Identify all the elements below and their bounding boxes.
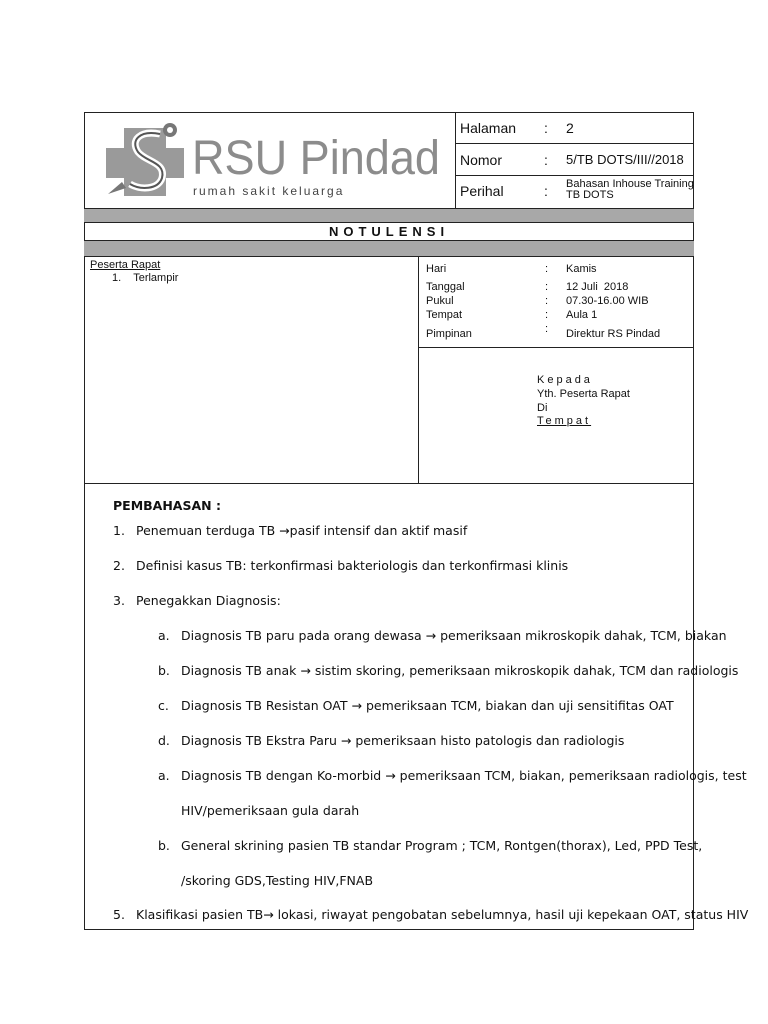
discussion-subtext: Diagnosis TB Ekstra Paru → pemeriksaan histo patologis dan radiologis bbox=[181, 733, 625, 748]
hari-label: Hari bbox=[426, 263, 447, 275]
discussion-num: 5. bbox=[113, 907, 125, 922]
address-yth: Yth. Peserta Rapat bbox=[537, 388, 630, 400]
hari-value: Kamis bbox=[566, 263, 597, 275]
discussion-heading: PEMBAHASAN : bbox=[113, 498, 221, 513]
middle-divider bbox=[418, 257, 419, 483]
discussion-subnum: a. bbox=[158, 768, 170, 783]
tanggal-colon: : bbox=[545, 281, 549, 293]
perihal-value-line2: TB DOTS bbox=[566, 189, 614, 201]
discussion-num: 1. bbox=[113, 523, 125, 538]
page-title: NOTULENSI bbox=[328, 224, 450, 239]
halaman-label: Halaman bbox=[460, 120, 517, 136]
middle-section-bottom bbox=[84, 483, 694, 484]
discussion-subtext-continued: HIV/pemeriksaan gula darah bbox=[181, 803, 360, 818]
discussion-subtext: Diagnosis TB paru pada orang dewasa → pemeriksaan mikroskopik dahak, TCM, biakan bbox=[181, 628, 727, 643]
discussion-text: Definisi kasus TB: terkonfirmasi bakteriologis dan terkonfirmasi klinis bbox=[136, 558, 569, 573]
header-divider bbox=[455, 112, 456, 208]
nomor-colon: : bbox=[544, 152, 548, 168]
peserta-heading: Peserta Rapat bbox=[90, 259, 161, 271]
grey-bar-top bbox=[84, 208, 694, 223]
svg-text:RSU Pindad: RSU Pindad bbox=[192, 132, 440, 185]
address-tempat: Tempat bbox=[537, 415, 592, 427]
pimpinan-label: Pimpinan bbox=[426, 328, 472, 340]
pukul-value: 07.30-16.00 WIB bbox=[566, 295, 649, 307]
discussion-subtext-continued: /skoring GDS,Testing HIV,FNAB bbox=[181, 873, 374, 888]
halaman-value: 2 bbox=[566, 120, 574, 136]
tempat-label: Tempat bbox=[426, 309, 463, 321]
tanggal-label: Tanggal bbox=[426, 281, 465, 293]
pimpinan-colon: : bbox=[545, 323, 549, 335]
peserta-item: 1. Terlampir bbox=[112, 272, 179, 284]
pukul-label: Pukul bbox=[426, 295, 454, 307]
discussion-num: 2. bbox=[113, 558, 125, 573]
perihal-label: Perihal bbox=[460, 183, 504, 199]
discussion-subnum: b. bbox=[158, 838, 170, 853]
discussion-subnum: b. bbox=[158, 663, 170, 678]
perihal-value-line1: Bahasan Inhouse Training bbox=[566, 178, 694, 190]
header-row-line bbox=[455, 143, 694, 144]
pimpinan-value: Direktur RS Pindad bbox=[566, 328, 661, 340]
perihal-colon: : bbox=[544, 183, 548, 199]
meeting-box-bottom bbox=[418, 347, 694, 348]
discussion-subtext: Diagnosis TB Resistan OAT → pemeriksaan TCM, biakan dan uji sensitifitas OAT bbox=[181, 698, 674, 713]
nomor-value: 5/TB DOTS/III//2018 bbox=[566, 152, 684, 167]
discussion-text: Penegakkan Diagnosis: bbox=[136, 593, 281, 608]
discussion-text: Klasifikasi pasien TB→ lokasi, riwayat pengobatan sebelumnya, hasil uji kepekaan OAT, status HIV bbox=[136, 907, 749, 922]
grey-bar-bottom bbox=[84, 240, 694, 257]
header-row-line bbox=[455, 175, 694, 176]
discussion-text: Penemuan terduga TB →pasif intensif dan aktif masif bbox=[136, 523, 468, 538]
discussion-subnum: c. bbox=[158, 698, 169, 713]
hari-colon: : bbox=[545, 263, 549, 275]
halaman-colon: : bbox=[544, 120, 548, 136]
address-kepada: Kepada bbox=[537, 374, 593, 386]
discussion-subtext: Diagnosis TB anak → sistim skoring, pemeriksaan mikroskopik dahak, TCM dan radiologis bbox=[181, 663, 739, 678]
discussion-subnum: d. bbox=[158, 733, 170, 748]
discussion-subnum: a. bbox=[158, 628, 170, 643]
discussion-subtext: General skrining pasien TB standar Program ; TCM, Rontgen(thorax), Led, PPD Test, bbox=[181, 838, 703, 853]
address-di: Di bbox=[537, 402, 548, 414]
tempat-value: Aula 1 bbox=[566, 309, 598, 321]
discussion-subtext: Diagnosis TB dengan Ko-morbid → pemeriksaan TCM, biakan, pemeriksaan radiologis, test bbox=[181, 768, 747, 783]
logo-tagline: rumah sakit keluarga bbox=[193, 184, 345, 198]
tempat-colon: : bbox=[545, 309, 549, 321]
nomor-label: Nomor bbox=[460, 152, 503, 168]
tanggal-value: 12 Juli 2018 bbox=[566, 281, 629, 293]
pukul-colon: : bbox=[545, 295, 549, 307]
discussion-num: 3. bbox=[113, 593, 125, 608]
